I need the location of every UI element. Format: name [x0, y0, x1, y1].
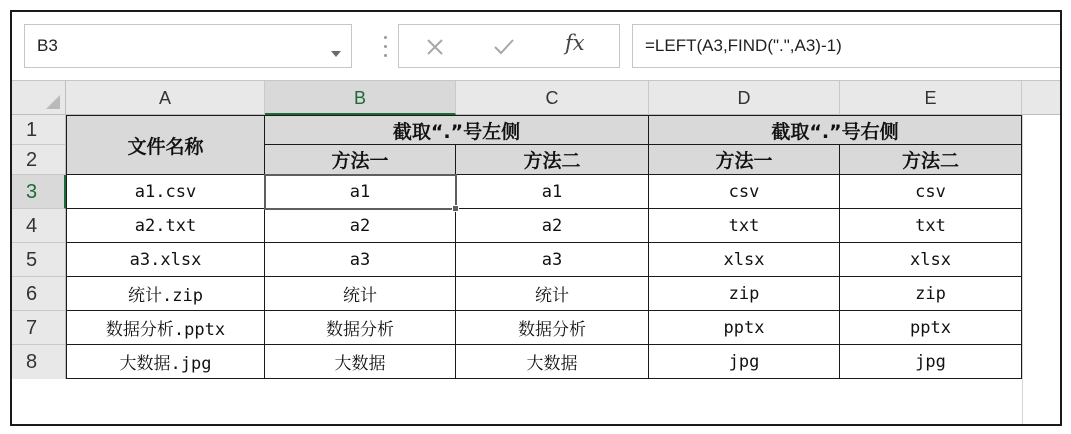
cell-b6[interactable]: 统计: [265, 277, 456, 311]
empty-column-area[interactable]: [1022, 115, 1060, 425]
cell-e5[interactable]: xlsx: [840, 243, 1022, 277]
cell-a5[interactable]: a3.xlsx: [66, 243, 265, 277]
column-header-e[interactable]: E: [840, 81, 1022, 115]
column-header-d[interactable]: D: [649, 81, 840, 115]
cell-e6[interactable]: zip: [840, 277, 1022, 311]
cell-a6[interactable]: 统计.zip: [66, 277, 265, 311]
cell-c8[interactable]: 大数据: [456, 345, 649, 379]
cell-d6[interactable]: zip: [649, 277, 840, 311]
name-box-value: B3: [37, 36, 58, 55]
row-header-8[interactable]: 8: [12, 345, 66, 379]
cell-c3[interactable]: a1: [456, 175, 649, 209]
column-header-a[interactable]: A: [66, 81, 265, 115]
cell-a3[interactable]: a1.csv: [66, 175, 265, 209]
row-header-1[interactable]: 1: [12, 115, 66, 145]
row-header-3[interactable]: 3: [12, 175, 66, 209]
name-box[interactable]: [24, 24, 352, 68]
cell-d5[interactable]: xlsx: [649, 243, 840, 277]
column-header-b[interactable]: B: [265, 81, 456, 115]
header-c-method2[interactable]: 方法二: [456, 145, 649, 175]
fill-handle[interactable]: [452, 205, 459, 212]
cell-b7[interactable]: 数据分析: [265, 311, 456, 345]
header-e-method2[interactable]: 方法二: [840, 145, 1022, 175]
spreadsheet-window: [10, 10, 1062, 426]
cell-c7[interactable]: 数据分析: [456, 311, 649, 345]
row-header-7[interactable]: 7: [12, 311, 66, 345]
cell-d7[interactable]: pptx: [649, 311, 840, 345]
cancel-x-icon[interactable]: [425, 37, 445, 57]
header-file-name[interactable]: 文件名称: [66, 115, 265, 175]
header-left-group[interactable]: 截取“.”号左侧: [265, 115, 649, 145]
select-all-icon: [46, 95, 60, 109]
formula-bar-area: [12, 12, 1060, 80]
column-header-c[interactable]: C: [456, 81, 649, 115]
row-header-6[interactable]: 6: [12, 277, 66, 311]
cell-e7[interactable]: pptx: [840, 311, 1022, 345]
cell-a7[interactable]: 数据分析.pptx: [66, 311, 265, 345]
header-b-method1[interactable]: 方法一: [265, 145, 456, 175]
cell-b5[interactable]: a3: [265, 243, 456, 277]
formula-text: =LEFT(A3,FIND(".",A3)-1): [645, 36, 842, 55]
select-all-corner[interactable]: [12, 81, 66, 115]
cell-d8[interactable]: jpg: [649, 345, 840, 379]
formula-input[interactable]: [632, 24, 1062, 68]
row-header-5[interactable]: 5: [12, 243, 66, 277]
row-header-2[interactable]: 2: [12, 145, 66, 175]
worksheet-grid: [12, 80, 1060, 424]
header-right-group[interactable]: 截取“.”号右侧: [649, 115, 1022, 145]
chevron-down-icon[interactable]: [331, 51, 341, 57]
formula-buttons: [398, 24, 620, 68]
cell-c6[interactable]: 统计: [456, 277, 649, 311]
cell-a8[interactable]: 大数据.jpg: [66, 345, 265, 379]
checkmark-icon[interactable]: [493, 37, 515, 57]
cell-c5[interactable]: a3: [456, 243, 649, 277]
header-d-method1[interactable]: 方法一: [649, 145, 840, 175]
cell-a4[interactable]: a2.txt: [66, 209, 265, 243]
insert-function-icon[interactable]: fx: [565, 31, 585, 55]
cell-d3[interactable]: csv: [649, 175, 840, 209]
cell-e4[interactable]: txt: [840, 209, 1022, 243]
cell-b8[interactable]: 大数据: [265, 345, 456, 379]
cell-e8[interactable]: jpg: [840, 345, 1022, 379]
cell-e3[interactable]: csv: [840, 175, 1022, 209]
cell-c4[interactable]: a2: [456, 209, 649, 243]
row-header-4[interactable]: 4: [12, 209, 66, 243]
drag-handle-icon[interactable]: [384, 34, 387, 60]
cell-b4[interactable]: a2: [265, 209, 456, 243]
column-header-blank[interactable]: [1022, 81, 1060, 115]
cell-b3[interactable]: a1: [265, 175, 456, 209]
cell-d4[interactable]: txt: [649, 209, 840, 243]
